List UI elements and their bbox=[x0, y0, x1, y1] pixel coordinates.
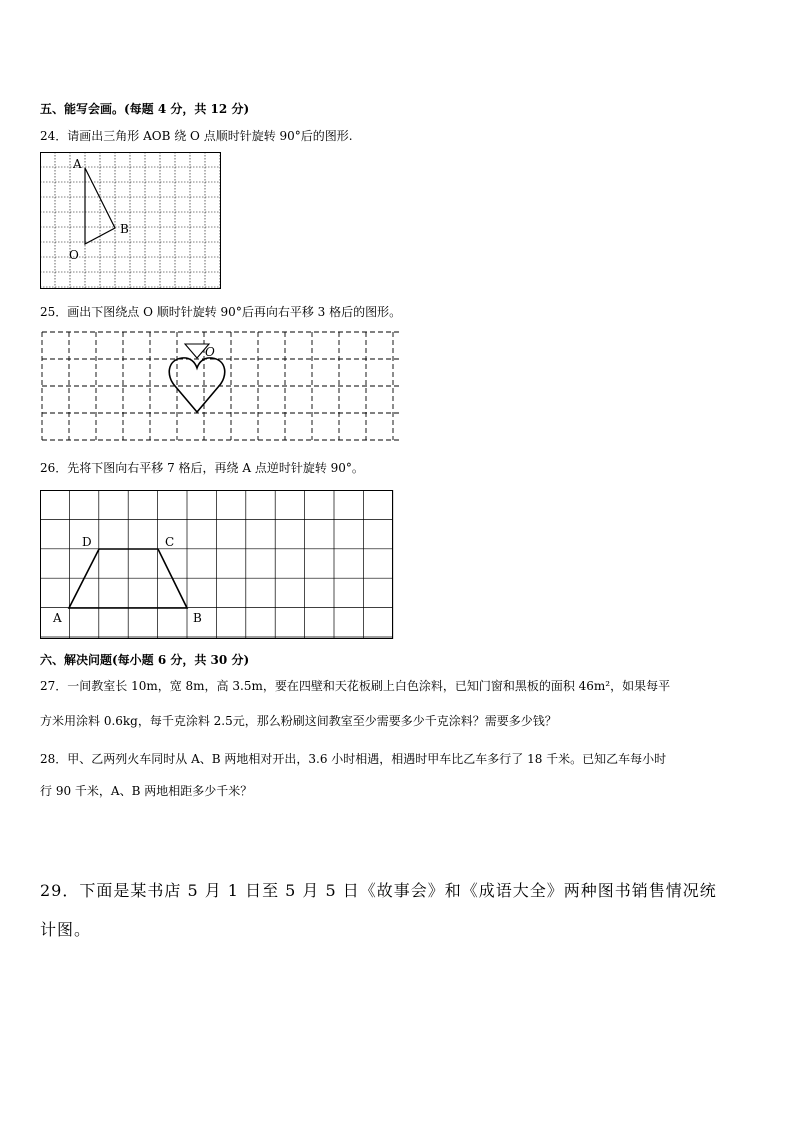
label-o: O bbox=[205, 345, 215, 359]
q26-grid-figure bbox=[40, 490, 394, 640]
label-c: C bbox=[165, 535, 175, 549]
question-24-text: 24．请画出三角形 AOB 绕 O 点顺时针旋转 90°后的图形. bbox=[40, 129, 353, 143]
section-5-heading: 五、能写会画。(每题 4 分，共 12 分) bbox=[40, 102, 250, 116]
q24-grid-border bbox=[41, 153, 221, 289]
q24-grid-figure bbox=[40, 152, 222, 290]
label-b: B bbox=[120, 222, 129, 236]
label-a: A bbox=[73, 157, 82, 171]
question-27-line-1: 27．一间教室长 10m，宽 8m，高 3.5m，要在四壁和天花板刷上白色涂料，已知门窗和黑板的面积 46m²，如果每平 bbox=[40, 679, 671, 693]
label-a: A bbox=[53, 611, 62, 625]
label-d: D bbox=[82, 535, 92, 549]
question-28-line-1: 28．甲、乙两列火车同时从 A、B 两地相对开出，3.6 小时相遇，相遇时甲车比乙车多行了 18 千米。已知乙车每小时 bbox=[40, 752, 667, 766]
question-27-line-2: 方米用涂料 0.6kg，每千克涂料 2.5元，那么粉刷这间教室至少需要多少千克涂料？需要多少钱？ bbox=[40, 714, 557, 728]
question-29-line-1: 29．下面是某书店 5 月 1 日至 5 月 5 日《故事会》和《成语大全》两种图书销售情况统 bbox=[40, 881, 717, 900]
question-25-text: 25．画出下图绕点 O 顺时针旋转 90°后再向右平移 3 格后的图形。 bbox=[40, 305, 402, 319]
label-o: O bbox=[69, 248, 79, 262]
label-b: B bbox=[193, 611, 202, 625]
question-26-text: 26．先将下图向右平移 7 格后，再绕 A 点逆时针旋转 90°。 bbox=[40, 461, 364, 475]
question-28-line-2: 行 90 千米，A、B 两地相距多少千米？ bbox=[40, 784, 253, 798]
q25-grid-figure bbox=[42, 332, 404, 442]
heart-shape bbox=[169, 358, 225, 412]
question-29-line-2: 计图。 bbox=[40, 920, 92, 939]
section-6-heading: 六、解决问题(每小题 6 分，共 30 分) bbox=[40, 653, 250, 667]
